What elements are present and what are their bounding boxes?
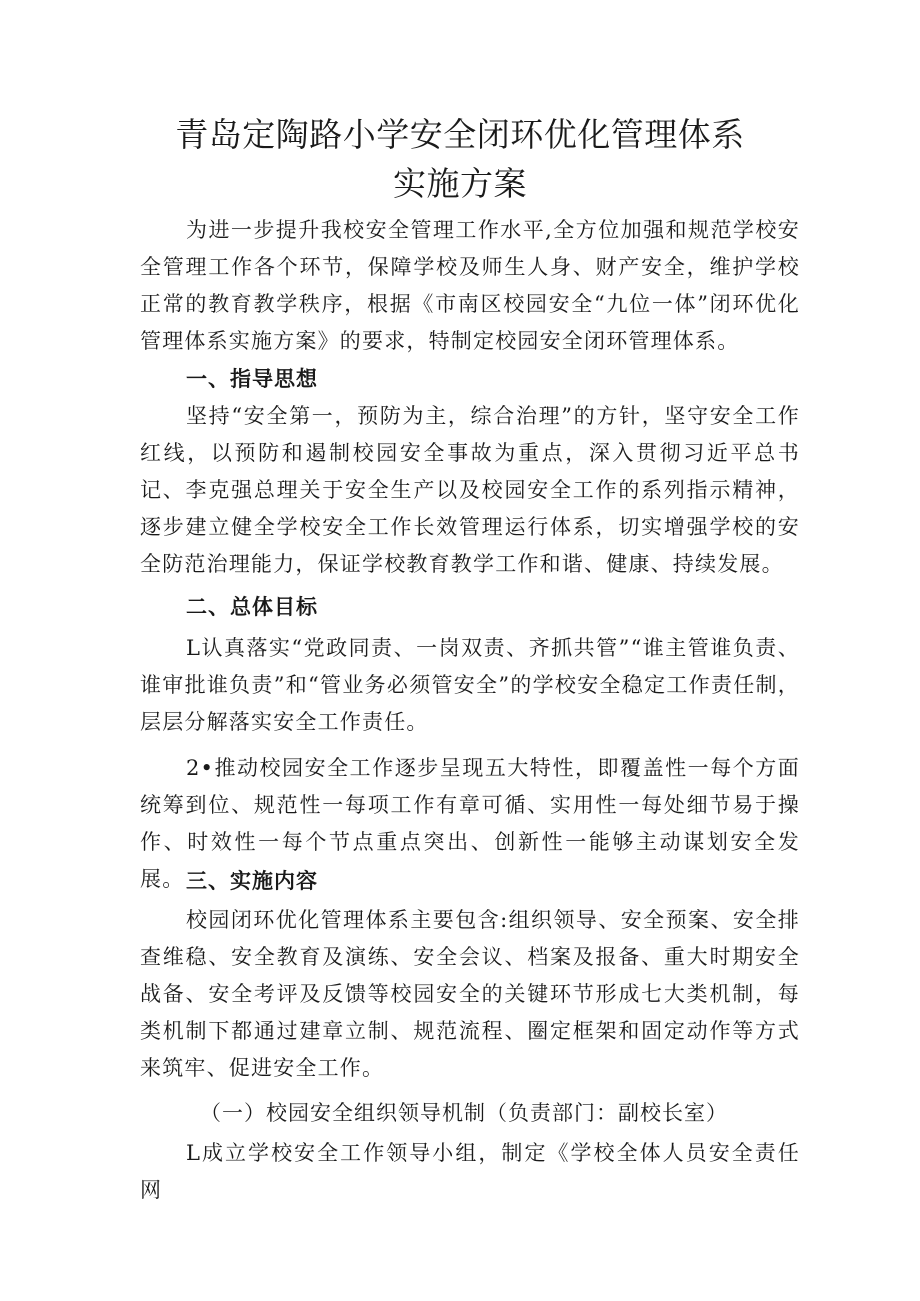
section3-subheading-1: （一）校园安全组织领导机制（负责部门：副校长室）	[200, 1101, 728, 1125]
intro-paragraph: 为进一步提升我校安全管理工作水平,全方位加强和规范学校安全管理工作各个环节，保障学校及师生人身、财产安全，维护学校正常的教育教学秩序，根据《市南区校园安全“九位一体”闭环优化管理体系实施方案》的要求，特制定校园安全闭环管理体系。	[140, 218, 800, 353]
section3-heading: 三、实施内容	[186, 869, 318, 893]
document-title-line1: 青岛定陶路小学安全闭环优化管理体系	[175, 115, 745, 154]
section1-paragraph: 坚持“安全第一，预防为主，综合治理”的方针，坚守安全工作红线，以预防和遏制校园安全事故为重点，深入贯彻习近平总书记、李克强总理关于安全生产以及校园安全工作的系列指示精神，逐步建立健全学校安全工作长效管理运行体系，切实增强学校的安全防范治理能力，保证学校教育教学工作和谐、健康、持续发展。	[140, 404, 800, 576]
section3-paragraph: 校园闭环优化管理体系主要包含:组织领导、安全预案、安全排查维稳、安全教育及演练、安全会议、档案及报备、重大时期安全战备、安全考评及反馈等校园安全的关键环节形成七大类机制，每类机制下都通过建章立制、规范流程、圈定框架和固定动作等方式来筑牢、促进安全工作。	[140, 908, 800, 1080]
document-title-line2: 实施方案	[393, 164, 527, 203]
section2-item1: L认真落实“党政同责、一岗双责、齐抓共管”“谁主管谁负责、谁审批谁负责”和“管业务必须管安全”的学校安全稳定工作责任制，层层分解落实安全工作责任。	[140, 636, 800, 734]
section2-heading: 二、总体目标	[186, 595, 318, 619]
section3-sub1-item1: L成立学校安全工作领导小组，制定《学校全体人员安全责任网	[140, 1141, 800, 1202]
section1-heading: 一、指导思想	[186, 367, 318, 391]
section2-item2: 2•推动校园安全工作逐步呈现五大特性，即覆盖性一每个方面统筹到位、规范性一每项工作有章可循、实用性一每处细节易于操作、时效性一每个节点重点突出、创新性一能够主动谋划安全发展。	[140, 756, 800, 891]
